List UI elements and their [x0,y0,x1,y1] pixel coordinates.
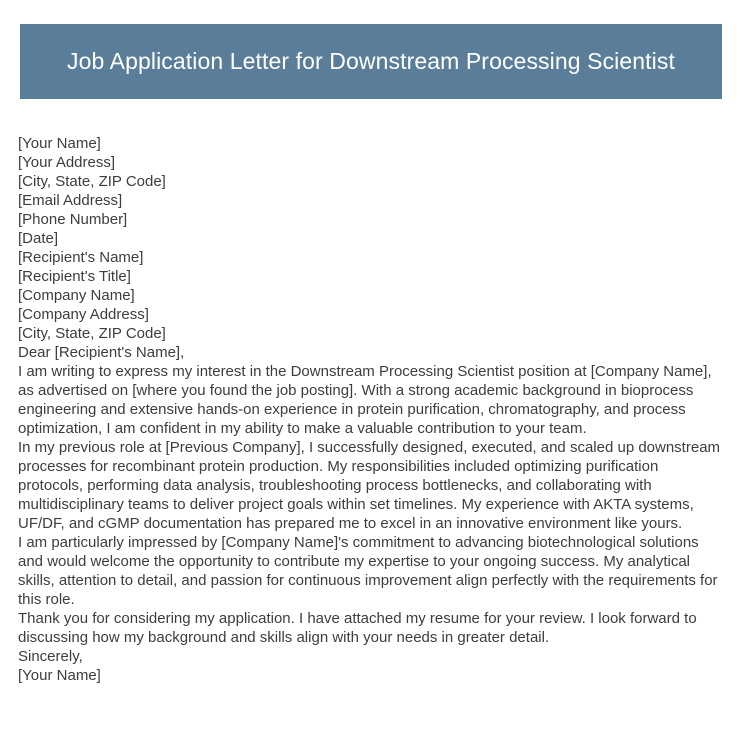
salutation: Dear [Recipient's Name], [18,344,185,361]
sender-line-name: [Your Name] [18,135,101,152]
sender-line-address: [Your Address] [18,154,116,171]
recipient-line-city-state-zip: [City, State, ZIP Code] [18,325,166,342]
sender-line-date: [Date] [18,230,59,247]
letter-content [18,134,722,685]
signature-name: [Your Name] [18,667,101,684]
page-title: Job Application Letter for Downstream Processing Scientist [67,47,675,74]
closing-salutation: Sincerely, [18,648,83,665]
body-paragraph-2: In my previous role at [Previous Company], I successfully designed, executed, and scaled up downstream processes for recombinant protein production. My responsibilities included optimizing purification protocols, performing data analysis, troubleshooting process bottlenecks, and collaborating with multidisciplinary teams to deliver project goals within set timelines. My experience with AKTA systems, UF/DF, and cGMP documentation has prepared me to excel in an innovative environment like yours. [18,439,721,532]
sender-address-block [18,134,722,248]
body-paragraph-3: I am particularly impressed by [Company Name]'s commitment to advancing biotechnological solutions and would welcome the opportunity to contribute my expertise to your ongoing success. My analytical skills, attention to detail, and passion for continuous improvement align perfectly with the requirements for this role. [18,534,718,608]
recipient-line-company-name: [Company Name] [18,287,135,304]
sender-line-city-state-zip: [City, State, ZIP Code] [18,173,166,190]
recipient-address-block [18,248,722,343]
sender-line-phone: [Phone Number] [18,211,128,228]
body-paragraph-1: I am writing to express my interest in the Downstream Processing Scientist position at [Company Name], as advertised on [where you found the job posting]. With a strong academic background in bioprocess engineering and extensive hands-on experience in protein purification, chromatography, and process optimization, I am confident in my ability to make a valuable contribution to your team. [18,363,712,437]
recipient-line-company-address: [Company Address] [18,306,149,323]
recipient-line-title: [Recipient's Title] [18,268,131,285]
sender-line-email: [Email Address] [18,192,123,209]
recipient-line-name: [Recipient's Name] [18,249,144,266]
document-header-banner [20,24,722,99]
body-paragraph-4: Thank you for considering my application. I have attached my resume for your review. I look forward to discussing how my background and skills align with your needs in greater detail. [18,610,697,646]
